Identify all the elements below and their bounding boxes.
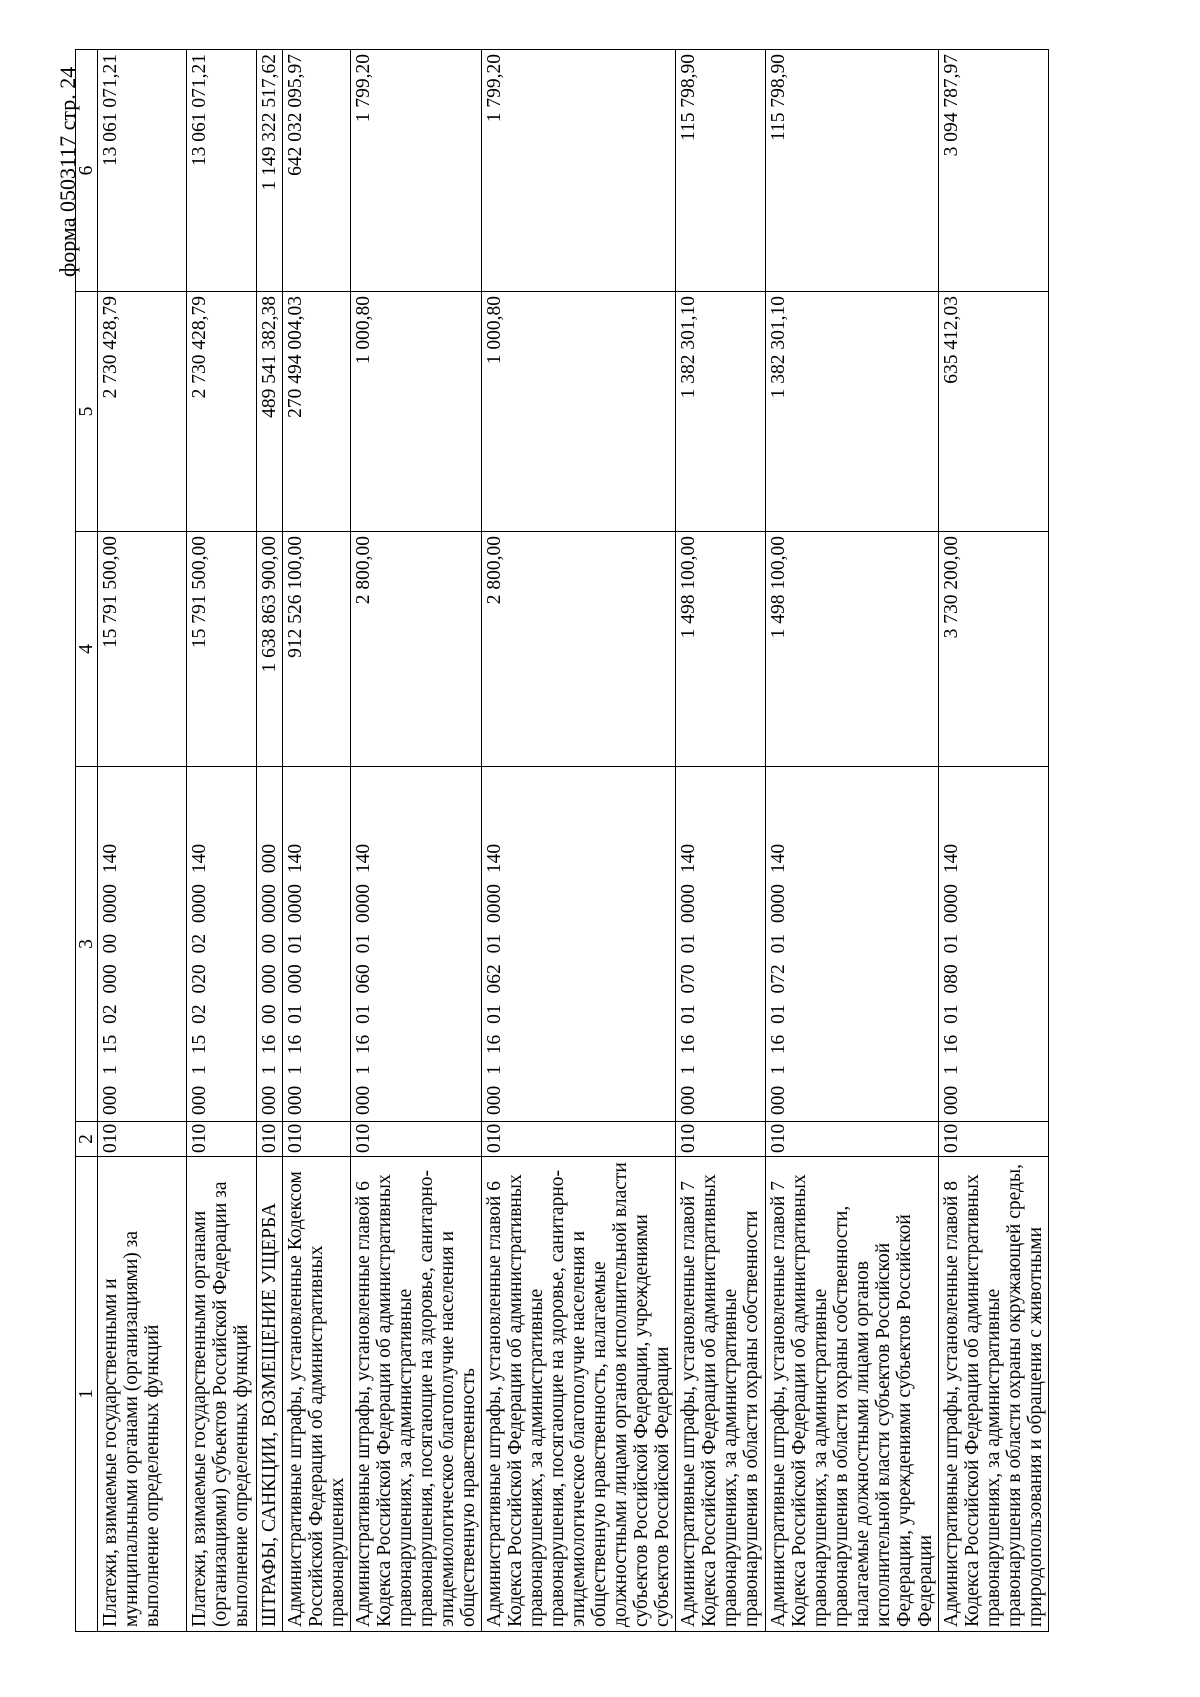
table-row <box>98 50 187 1632</box>
row-kbk: 000 1 16 01 000 01 0000 140 <box>283 767 351 1122</box>
row-approved: 1 498 100,00 <box>676 532 766 767</box>
column-header: 6 <box>76 50 98 292</box>
row-approved: 2 800,00 <box>351 532 482 767</box>
row-approved: 912 526 100,00 <box>283 532 351 767</box>
row-unexecuted: 1 149 322 517,62 <box>257 50 283 292</box>
row-code: 010 <box>676 1122 766 1157</box>
row-executed: 2 730 428,79 <box>187 292 257 532</box>
row-code: 010 <box>98 1122 187 1157</box>
row-name: Платежи, взимаемые государственными и муниципальными органами (организациями) за выполнение определенных функций <box>98 1157 187 1632</box>
row-approved: 2 800,00 <box>482 532 676 767</box>
table-row <box>482 50 676 1632</box>
row-executed: 1 382 301,10 <box>766 292 939 532</box>
column-header: 4 <box>76 532 98 767</box>
row-unexecuted: 1 799,20 <box>351 50 482 292</box>
row-executed: 1 000,80 <box>482 292 676 532</box>
row-code: 010 <box>257 1122 283 1157</box>
row-name: ШТРАФЫ, САНКЦИИ, ВОЗМЕЩЕНИЕ УЩЕРБА <box>257 1157 283 1632</box>
row-name: Платежи, взимаемые государственными органами (организациями) субъектов Российской Федерации за выполнение определенных функций <box>187 1157 257 1632</box>
table-row <box>766 50 939 1632</box>
row-approved: 1 498 100,00 <box>766 532 939 767</box>
form-label: форма 0503117 стр. 24 <box>55 66 80 277</box>
row-approved: 15 791 500,00 <box>98 532 187 767</box>
row-approved: 1 638 863 900,00 <box>257 532 283 767</box>
row-executed: 1 000,80 <box>351 292 482 532</box>
row-kbk: 000 1 15 02 000 00 0000 140 <box>98 767 187 1122</box>
row-kbk: 000 1 16 01 062 01 0000 140 <box>482 767 676 1122</box>
row-name: Административные штрафы, установленные главой 7 Кодекса Российской Федерации об административных правонарушениях, за административные правонарушения в области охраны собственности <box>676 1157 766 1632</box>
row-kbk: 000 1 16 01 080 01 0000 140 <box>939 767 1049 1122</box>
column-header: 3 <box>76 767 98 1122</box>
column-header: 1 <box>76 1157 98 1632</box>
row-code: 010 <box>939 1122 1049 1157</box>
row-code: 010 <box>351 1122 482 1157</box>
row-executed: 635 412,03 <box>939 292 1049 532</box>
row-name: Административные штрафы, установленные главой 8 Кодекса Российской Федерации об административных правонарушениях, за административные правонарушения в области охраны окружающей среды, природопользования и обращения с животными <box>939 1157 1049 1632</box>
table-row <box>257 50 283 1632</box>
column-header: 2 <box>76 1122 98 1157</box>
row-name: Административные штрафы, установленные главой 7 Кодекса Российской Федерации об административных правонарушениях, за административные правонарушения в области охраны собственности, налагаемые должностными лицами органов исполнительной власти субъектов Российской Федерации, учреждениями субъектов Российской Федерации <box>766 1157 939 1632</box>
row-unexecuted: 13 061 071,21 <box>187 50 257 292</box>
row-kbk: 000 1 16 01 070 01 0000 140 <box>676 767 766 1122</box>
row-name: Административные штрафы, установленные главой 6 Кодекса Российской Федерации об административных правонарушениях, за административные правонарушения, посягающие на здоровье, санитарно-эпидемиологическое благополучие населения и общественную нравственность <box>351 1157 482 1632</box>
row-kbk: 000 1 16 01 072 01 0000 140 <box>766 767 939 1122</box>
row-code: 010 <box>283 1122 351 1157</box>
report-table <box>75 49 1049 1632</box>
row-unexecuted: 13 061 071,21 <box>98 50 187 292</box>
table-row <box>187 50 257 1632</box>
row-unexecuted: 115 798,90 <box>766 50 939 292</box>
row-approved: 3 730 200,00 <box>939 532 1049 767</box>
row-code: 010 <box>482 1122 676 1157</box>
row-executed: 2 730 428,79 <box>98 292 187 532</box>
row-executed: 270 494 004,03 <box>283 292 351 532</box>
row-unexecuted: 1 799,20 <box>482 50 676 292</box>
row-kbk: 000 1 16 00 000 00 0000 000 <box>257 767 283 1122</box>
column-number-row <box>76 50 98 1632</box>
table-row <box>676 50 766 1632</box>
row-unexecuted: 3 094 787,97 <box>939 50 1049 292</box>
row-kbk: 000 1 15 02 020 02 0000 140 <box>187 767 257 1122</box>
row-name: Административные штрафы, установленные главой 6 Кодекса Российской Федерации об административных правонарушениях, за административные правонарушения, посягающие на здоровье, санитарно-эпидемиологическое благополучие населения и общественную нравственность, налагаемые должностными лицами органов исполнительной власти субъектов Российской Федерации, учреждениями субъектов Российской Федерации <box>482 1157 676 1632</box>
column-header: 5 <box>76 292 98 532</box>
row-executed: 1 382 301,10 <box>676 292 766 532</box>
table-row <box>351 50 482 1632</box>
row-unexecuted: 115 798,90 <box>676 50 766 292</box>
row-name: Административные штрафы, установленные Кодексом Российской Федерации об административных правонарушениях <box>283 1157 351 1632</box>
table-row <box>283 50 351 1632</box>
row-unexecuted: 642 032 095,97 <box>283 50 351 292</box>
row-executed: 489 541 382,38 <box>257 292 283 532</box>
row-code: 010 <box>187 1122 257 1157</box>
row-approved: 15 791 500,00 <box>187 532 257 767</box>
row-code: 010 <box>766 1122 939 1157</box>
table-row <box>939 50 1049 1632</box>
row-kbk: 000 1 16 01 060 01 0000 140 <box>351 767 482 1122</box>
